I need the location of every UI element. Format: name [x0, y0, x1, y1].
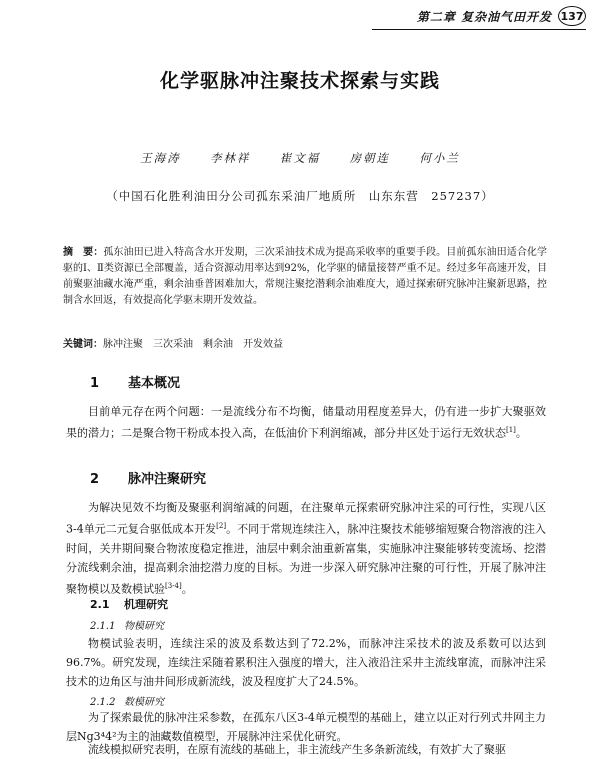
author: 房朝连	[349, 151, 391, 165]
citation: [1]	[506, 426, 516, 434]
abstract	[63, 245, 547, 309]
author-list	[0, 150, 600, 166]
subsection-title: 机理研究	[124, 598, 168, 611]
section-number: 1	[90, 376, 100, 391]
subsection-number: 2.1	[90, 598, 110, 611]
header-rule	[372, 29, 586, 30]
author: 李林祥	[209, 151, 251, 165]
subsubsection-number: 2.1.2	[90, 697, 116, 708]
page-number: 137	[558, 6, 586, 26]
subsubsection-title: 数模研究	[124, 697, 164, 708]
subsubsection-number: 2.1.1	[90, 621, 116, 632]
author: 何小兰	[419, 151, 460, 165]
author: 崔文福	[279, 151, 321, 165]
section-heading-2	[90, 468, 206, 487]
running-header	[417, 6, 586, 26]
section-1-paragraph: 目前单元存在两个问题：一是流线分布不均衡，储量动用程度差异大，仍有进一步扩大聚驱效果的潜力；二是聚合物干粉成本投入高，在低油价下利润缩减，部分井区处于运行无效状态[1]。	[66, 405, 546, 440]
continuation-paragraph: 流线模拟研究表明，在原有流线的基础上，非主流线产生多条新流线，有效扩大了聚驱	[88, 743, 506, 756]
author: 王海涛	[140, 151, 181, 165]
citation: [2]	[216, 522, 227, 530]
physical-model-paragraph: 物模试验表明，连续注采的波及系数达到了72.2%，而脉冲注采技术的波及系数可以达到96.7%。研究发现，连续注采随着累积注入强度的增大，注入液沿注采井主流线窜流，而脉冲注采技术的边角区与油井间形成新流线，波及程度扩大了24.5%。	[66, 637, 546, 688]
section-title: 脉冲注聚研究	[128, 472, 207, 487]
keywords-text: 脉冲注聚 三次采油 剩余油 开发效益	[103, 339, 283, 350]
citation: [3-4]	[165, 581, 182, 590]
subsection-heading	[90, 596, 168, 612]
section-2-paragraph: 为解决见效不均衡及聚驱利润缩减的问题，在注聚单元探索研究脉冲注采的可行性，实现八区3-4单元二元复合驱低成本开发[2]。不同于常规连续注入，脉冲注聚技术能够缩短聚合物溶液的注入时间，关井期间聚合物浓度稳定推进，油层中剩余油重新富集，实施脉冲注聚能够转变流场、挖潜分流线剩余油，提高剩余油挖潜力度的目标。为进一步深入研究脉冲注聚的可行性，开展了脉冲注聚物模以及数模试验[3-4]。	[66, 501, 546, 596]
subsubsection-title: 物模研究	[124, 621, 164, 632]
subsubsection-heading	[90, 693, 164, 708]
keywords-label: 关键词：	[63, 339, 103, 350]
section-number: 2	[90, 472, 100, 487]
subsubsection-heading	[90, 617, 164, 632]
affiliation: （中国石化胜利油田分公司孤东采油厂地质所 山东东营 257237）	[106, 189, 494, 203]
section-title: 基本概况	[128, 376, 181, 391]
paper-title: 化学驱脉冲注聚技术探索与实践	[159, 70, 440, 92]
keywords	[63, 335, 547, 350]
running-head-text: 第二章 复杂油气田开发	[416, 9, 552, 24]
abstract-text: 孤东油田已进入特高含水开发期，三次采油技术成为提高采收率的重要手段。目前孤东油田适合化学驱的Ⅰ、Ⅱ类资源已全部覆盖，适合资源动用率达到92%，化学驱的储量接替严重不足。经过多年高速开发，目前聚驱油藏水淹严重，剩余油垂普困难加大，常规注聚挖潜剩余油难度大，通过探索研究脉冲注聚新思路，控制含水回返，有效提高化学驱末期开发效益。	[63, 247, 548, 306]
abstract-label: 摘 要：	[63, 247, 104, 258]
numerical-model-paragraph: 为了探索最优的脉冲注采参数，在孤东八区3-4单元模型的基础上，建立以正对行列式井网主力层Ng3⁴4²为主的油藏数值模型，开展脉冲注采优化研究。	[66, 711, 546, 743]
section-heading-1	[90, 372, 180, 391]
